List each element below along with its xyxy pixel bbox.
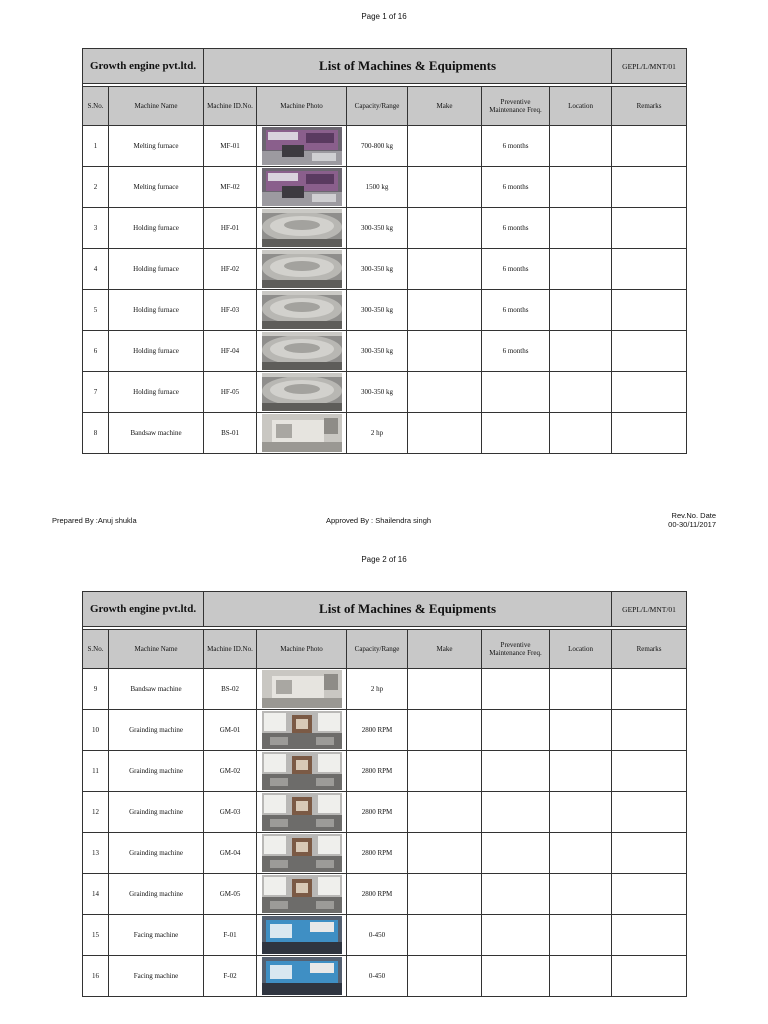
- cell-capacity: 700-800 kg: [347, 126, 408, 167]
- table-row: [83, 833, 687, 874]
- cell-location: [550, 126, 612, 167]
- cell-remarks: [612, 167, 687, 208]
- cell-make: [408, 833, 482, 874]
- machines-table: [82, 48, 687, 454]
- cell-location: [550, 915, 612, 956]
- cell-sno: 2: [83, 167, 109, 208]
- cell-sno: 16: [83, 956, 109, 997]
- cell-machine-name: Holding furnace: [109, 249, 204, 290]
- revision-value: 00-30/11/2017: [668, 520, 716, 529]
- grinder-photo: [262, 793, 342, 831]
- cell-photo: [257, 874, 347, 915]
- cell-capacity: 0-450: [347, 915, 408, 956]
- cell-make: [408, 167, 482, 208]
- cell-photo: [257, 956, 347, 997]
- cell-machine-name: Grainding machine: [109, 751, 204, 792]
- cell-location: [550, 372, 612, 413]
- cell-pm-freq: [482, 372, 550, 413]
- cell-make: [408, 372, 482, 413]
- cell-make: [408, 126, 482, 167]
- cell-sno: 10: [83, 710, 109, 751]
- col-header-capacity: Capacity/Range: [347, 630, 408, 669]
- cell-capacity: 2800 RPM: [347, 792, 408, 833]
- cell-remarks: [612, 372, 687, 413]
- col-header-pm-freq: Preventive Maintenance Freq.: [482, 630, 550, 669]
- cell-photo: [257, 751, 347, 792]
- cell-location: [550, 669, 612, 710]
- cell-machine-id: HF-03: [204, 290, 257, 331]
- cell-make: [408, 751, 482, 792]
- cell-photo: [257, 413, 347, 454]
- cell-sno: 12: [83, 792, 109, 833]
- cell-sno: 15: [83, 915, 109, 956]
- machines-table: [82, 591, 687, 997]
- table-row: [83, 956, 687, 997]
- cell-remarks: [612, 710, 687, 751]
- cell-pm-freq: [482, 792, 550, 833]
- cell-sno: 6: [83, 331, 109, 372]
- cell-location: [550, 413, 612, 454]
- cell-remarks: [612, 669, 687, 710]
- facing-photo: [262, 957, 342, 995]
- header-row: [83, 630, 687, 669]
- cell-remarks: [612, 331, 687, 372]
- table-row: [83, 249, 687, 290]
- cell-pm-freq: 6 months: [482, 331, 550, 372]
- cell-machine-id: F-02: [204, 956, 257, 997]
- cell-sno: 14: [83, 874, 109, 915]
- cell-location: [550, 874, 612, 915]
- cell-photo: [257, 792, 347, 833]
- col-header-machine-name: Machine Name: [109, 87, 204, 126]
- document-number: GEPL/L/MNT/01: [612, 592, 687, 627]
- table-row: [83, 751, 687, 792]
- cell-machine-id: F-01: [204, 915, 257, 956]
- page-number-label: Page 2 of 16: [361, 555, 407, 564]
- cell-location: [550, 167, 612, 208]
- table-row: [83, 126, 687, 167]
- cell-make: [408, 290, 482, 331]
- cell-photo: [257, 167, 347, 208]
- col-header-machine-name: Machine Name: [109, 630, 204, 669]
- cell-pm-freq: 6 months: [482, 290, 550, 331]
- bandsaw-photo: [262, 670, 342, 708]
- cell-remarks: [612, 208, 687, 249]
- cell-photo: [257, 669, 347, 710]
- cell-machine-id: HF-04: [204, 331, 257, 372]
- cell-machine-name: Bandsaw machine: [109, 669, 204, 710]
- cell-machine-name: Grainding machine: [109, 710, 204, 751]
- cell-make: [408, 710, 482, 751]
- cell-make: [408, 331, 482, 372]
- grinder-photo: [262, 752, 342, 790]
- cell-photo: [257, 372, 347, 413]
- cell-capacity: 0-450: [347, 956, 408, 997]
- cell-machine-name: Melting furnace: [109, 126, 204, 167]
- table-row: [83, 874, 687, 915]
- cell-pm-freq: [482, 956, 550, 997]
- cell-make: [408, 669, 482, 710]
- cell-make: [408, 208, 482, 249]
- table-row: [83, 792, 687, 833]
- company-name: Growth engine pvt.ltd.: [83, 592, 204, 627]
- cell-photo: [257, 710, 347, 751]
- cell-remarks: [612, 874, 687, 915]
- cell-make: [408, 792, 482, 833]
- col-header-make: Make: [408, 87, 482, 126]
- holding-photo: [262, 373, 342, 411]
- document-number: GEPL/L/MNT/01: [612, 49, 687, 84]
- cell-machine-name: Facing machine: [109, 915, 204, 956]
- cell-pm-freq: 6 months: [482, 126, 550, 167]
- holding-photo: [262, 332, 342, 370]
- cell-photo: [257, 331, 347, 372]
- cell-machine-id: MF-02: [204, 167, 257, 208]
- furnace-photo: [262, 127, 342, 165]
- cell-pm-freq: [482, 833, 550, 874]
- header-row: [83, 87, 687, 126]
- cell-sno: 7: [83, 372, 109, 413]
- cell-make: [408, 413, 482, 454]
- cell-machine-name: Melting furnace: [109, 167, 204, 208]
- cell-photo: [257, 208, 347, 249]
- cell-machine-id: GM-02: [204, 751, 257, 792]
- cell-sno: 13: [83, 833, 109, 874]
- table-row: [83, 167, 687, 208]
- col-header-photo: Machine Photo: [257, 87, 347, 126]
- cell-capacity: 2 hp: [347, 669, 408, 710]
- cell-pm-freq: [482, 669, 550, 710]
- cell-make: [408, 874, 482, 915]
- cell-capacity: 2800 RPM: [347, 874, 408, 915]
- cell-machine-id: HF-02: [204, 249, 257, 290]
- cell-machine-name: Grainding machine: [109, 874, 204, 915]
- grinder-photo: [262, 711, 342, 749]
- approved-by: Approved By : Shailendra singh: [326, 516, 432, 525]
- document-title: List of Machines & Equipments: [204, 592, 612, 627]
- cell-capacity: 2800 RPM: [347, 833, 408, 874]
- cell-pm-freq: 6 months: [482, 208, 550, 249]
- cell-photo: [257, 249, 347, 290]
- table-row: [83, 372, 687, 413]
- col-header-location: Location: [550, 630, 612, 669]
- cell-remarks: [612, 915, 687, 956]
- cell-make: [408, 915, 482, 956]
- cell-machine-id: GM-05: [204, 874, 257, 915]
- cell-remarks: [612, 792, 687, 833]
- cell-machine-id: GM-04: [204, 833, 257, 874]
- cell-capacity: 300-350 kg: [347, 249, 408, 290]
- cell-machine-id: BS-02: [204, 669, 257, 710]
- col-header-sno: S.No.: [83, 87, 109, 126]
- cell-capacity: 300-350 kg: [347, 208, 408, 249]
- cell-machine-id: MF-01: [204, 126, 257, 167]
- prepared-by: Prepared By :Anuj shukla: [52, 516, 137, 525]
- holding-photo: [262, 250, 342, 288]
- col-header-capacity: Capacity/Range: [347, 87, 408, 126]
- cell-machine-id: HF-05: [204, 372, 257, 413]
- table-row: [83, 208, 687, 249]
- table-row: [83, 710, 687, 751]
- facing-photo: [262, 916, 342, 954]
- cell-location: [550, 249, 612, 290]
- cell-machine-name: Holding furnace: [109, 290, 204, 331]
- cell-location: [550, 833, 612, 874]
- cell-pm-freq: [482, 915, 550, 956]
- cell-pm-freq: [482, 751, 550, 792]
- bandsaw-photo: [262, 414, 342, 452]
- revision-label: Rev.No. Date: [671, 511, 716, 520]
- cell-sno: 9: [83, 669, 109, 710]
- cell-make: [408, 249, 482, 290]
- table-row: [83, 290, 687, 331]
- cell-pm-freq: [482, 413, 550, 454]
- col-header-pm-freq: Preventive Maintenance Freq.: [482, 87, 550, 126]
- cell-location: [550, 710, 612, 751]
- cell-sno: 3: [83, 208, 109, 249]
- cell-remarks: [612, 751, 687, 792]
- cell-sno: 4: [83, 249, 109, 290]
- cell-sno: 5: [83, 290, 109, 331]
- cell-sno: 8: [83, 413, 109, 454]
- col-header-machine-id: Machine ID.No.: [204, 630, 257, 669]
- table-row: [83, 331, 687, 372]
- col-header-remarks: Remarks: [612, 630, 687, 669]
- cell-photo: [257, 833, 347, 874]
- cell-photo: [257, 126, 347, 167]
- cell-location: [550, 751, 612, 792]
- cell-pm-freq: [482, 874, 550, 915]
- col-header-sno: S.No.: [83, 630, 109, 669]
- col-header-location: Location: [550, 87, 612, 126]
- cell-capacity: 2800 RPM: [347, 710, 408, 751]
- cell-remarks: [612, 956, 687, 997]
- cell-capacity: 2 hp: [347, 413, 408, 454]
- table-row: [83, 413, 687, 454]
- cell-machine-name: Holding furnace: [109, 208, 204, 249]
- cell-location: [550, 208, 612, 249]
- cell-pm-freq: 6 months: [482, 249, 550, 290]
- cell-remarks: [612, 290, 687, 331]
- cell-remarks: [612, 249, 687, 290]
- cell-machine-name: Bandsaw machine: [109, 413, 204, 454]
- document-title: List of Machines & Equipments: [204, 49, 612, 84]
- cell-location: [550, 792, 612, 833]
- cell-remarks: [612, 413, 687, 454]
- cell-pm-freq: [482, 710, 550, 751]
- holding-photo: [262, 291, 342, 329]
- furnace-photo: [262, 168, 342, 206]
- col-header-make: Make: [408, 630, 482, 669]
- cell-sno: 1: [83, 126, 109, 167]
- holding-photo: [262, 209, 342, 247]
- cell-photo: [257, 915, 347, 956]
- cell-pm-freq: 6 months: [482, 167, 550, 208]
- cell-capacity: 300-350 kg: [347, 331, 408, 372]
- cell-machine-name: Grainding machine: [109, 792, 204, 833]
- cell-capacity: 2800 RPM: [347, 751, 408, 792]
- cell-capacity: 300-350 kg: [347, 372, 408, 413]
- col-header-machine-id: Machine ID.No.: [204, 87, 257, 126]
- table-row: [83, 915, 687, 956]
- cell-machine-name: Grainding machine: [109, 833, 204, 874]
- cell-location: [550, 290, 612, 331]
- page-number-label: Page 1 of 16: [361, 12, 407, 21]
- cell-machine-id: GM-03: [204, 792, 257, 833]
- cell-machine-name: Facing machine: [109, 956, 204, 997]
- cell-machine-id: GM-01: [204, 710, 257, 751]
- col-header-remarks: Remarks: [612, 87, 687, 126]
- cell-sno: 11: [83, 751, 109, 792]
- cell-photo: [257, 290, 347, 331]
- table-row: [83, 669, 687, 710]
- cell-make: [408, 956, 482, 997]
- grinder-photo: [262, 875, 342, 913]
- cell-location: [550, 956, 612, 997]
- cell-machine-name: Holding furnace: [109, 331, 204, 372]
- company-name: Growth engine pvt.ltd.: [83, 49, 204, 84]
- cell-machine-name: Holding furnace: [109, 372, 204, 413]
- cell-remarks: [612, 126, 687, 167]
- cell-capacity: 1500 kg: [347, 167, 408, 208]
- cell-remarks: [612, 833, 687, 874]
- cell-capacity: 300-350 kg: [347, 290, 408, 331]
- cell-machine-id: HF-01: [204, 208, 257, 249]
- grinder-photo: [262, 834, 342, 872]
- cell-location: [550, 331, 612, 372]
- cell-machine-id: BS-01: [204, 413, 257, 454]
- col-header-photo: Machine Photo: [257, 630, 347, 669]
